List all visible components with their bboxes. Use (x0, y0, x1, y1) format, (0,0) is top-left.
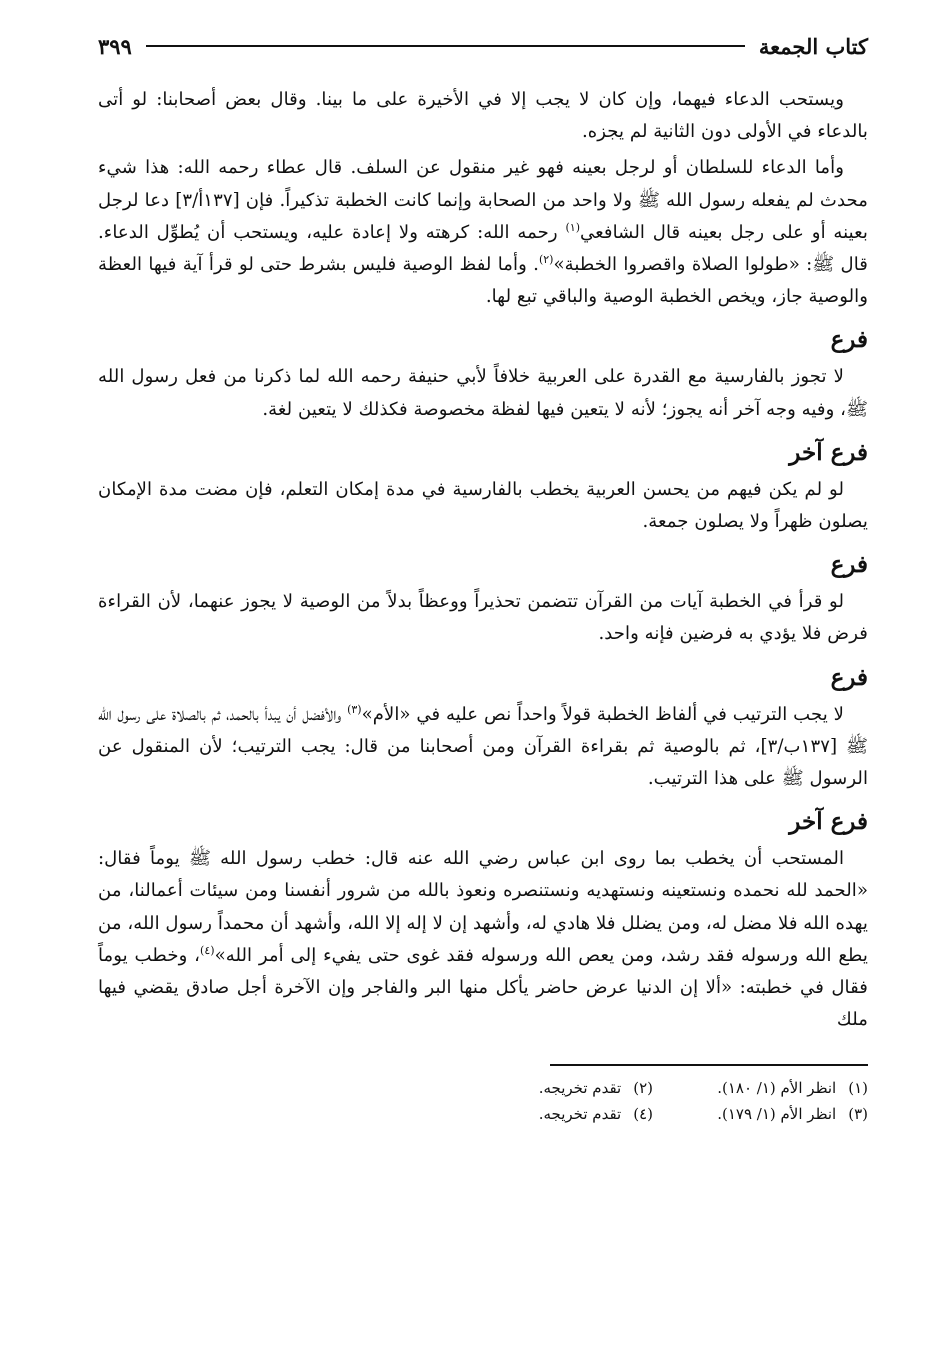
section-heading-1: فرع (830, 326, 868, 354)
footnote-4 (438, 1102, 653, 1126)
footnote-number: (١) (848, 1078, 868, 1097)
footnote-number: (٣) (848, 1104, 868, 1123)
footnotes (98, 1076, 868, 1126)
section-heading-2: فرع آخر (789, 438, 868, 466)
footnote-text: انظر الأم (١/ ١٧٩). (717, 1104, 837, 1123)
section-heading-5: فرع آخر (789, 808, 868, 836)
section-heading-3: فرع (830, 551, 868, 579)
paragraph-7-part-b: ، وخطب يوماً فقال في خطبته: «ألا إن الدنيا عرض حاضر يأكل منها البر والفاجر وإن الآخرة أجل صادق يقضي فيها ملك (98, 944, 868, 1031)
paragraph-7-part-a: المستحب أن يخطب بما روى ابن عباس رضي الله عنه قال: خطب رسول الله ﷺ يوماً فقال: «الحمد لله نحمده ونستعينه ونستهديه ونستنصره ونعوذ بالله من شرور أنفسنا ومن سيئات أعمالنا، من يهده الله فلا مضل له، ومن يضلل فلا هادي له، وأشهد إن لا إله إلا الله، وأشهد أن محمداً رسول الله، من يطع الله ورسوله فقد رشد، ومن يعص الله ورسوله فقد غوى حتى يفيء إلى أمر الله» (98, 848, 868, 966)
footnote-number: (٢) (633, 1078, 653, 1097)
footnote-text: تقدم تخريجه. (538, 1078, 622, 1097)
paragraph-2-part-a: وأما الدعاء للسلطان أو لرجل بعينه فهو غير منقول عن السلف. قال عطاء رحمه الله: هذا شيء محدث لم يفعله رسول الله ﷺ ولا واحد من الصحابة وإنما كانت الخطبة تذكيراً. فإن [١٣٧أ/٣] دعا لرجل بعينه أو على رجل بعينه قال الشافعي (98, 157, 868, 243)
footnote-text: انظر الأم (١/ ١٨٠). (717, 1078, 837, 1097)
paragraph-4: لو لم يكن فيهم من يحسن العربية يخطب بالفارسية في مدة إمكان التعلم، فإن مضت مدة الإمكان يصلون ظهراً ولا يصلون جمعة. (98, 478, 868, 533)
paragraph-6 (98, 699, 868, 796)
paragraph-2 (98, 152, 868, 313)
footnote-number: (٤) (633, 1104, 653, 1123)
page-number: ٣٩٩ (98, 33, 132, 59)
paragraph-5: لو قرأ في الخطبة آيات من القرآن تتضمن تحذيراً ووعظاً بدلاً من الوصية لا يجوز عنهما، لأن القراءة فرض فلا يؤدي به فرضين فإنه واحد. (98, 591, 868, 645)
paragraph-6-part-a: لا يجب الترتيب في ألفاظ الخطبة قولاً واحداً نص عليه في «الأم» (361, 703, 844, 725)
main-text (98, 84, 868, 1036)
header-rule (146, 45, 745, 47)
footnote-text: تقدم تخريجه. (538, 1104, 622, 1123)
footnote-3 (653, 1102, 868, 1126)
book-page (98, 30, 868, 1350)
footnote-separator (550, 1064, 868, 1066)
paragraph-3: لا تجوز بالفارسية مع القدرة على العربية خلافاً لأبي حنيفة رحمه الله لما ذكرنا من فعل رسول الله ﷺ، وفيه وجه آخر أنه يجوز؛ لأنه لا يتعين فيها لفظة مخصوصة فكذلك لا يتعين لغة. (98, 366, 868, 420)
running-header (98, 30, 868, 62)
footnote-2 (438, 1076, 653, 1100)
footnote-ref-2: (٢) (538, 252, 554, 266)
paragraph-6-part-b: والأفضل أن يبدأ بالحمد، ثم بالصلاة على رسول الله ﷺ [١٣٧ب/٣]، ثم بالوصية ثم بقراءة القرآن ومن أصحابنا من قال: يجب الترتيب؛ لأن المنقول عن الرسول ﷺ على هذا الترتيب. (98, 703, 868, 790)
paragraph-7 (98, 843, 868, 1036)
footnote-ref-3: (٣) (347, 702, 362, 716)
paragraph-2-part-c: . وأما لفظ الوصية فليس بشرط حتى لو قرأ آية فيها العظة والوصية جاز، ويخص الخطبة الوصية والباقي تبع لها. (98, 254, 868, 308)
section-heading-4: فرع (830, 663, 868, 691)
footnote-1 (653, 1076, 868, 1100)
paragraph-1: ويستحب الدعاء فيهما، وإن كان لا يجب إلا في الأخيرة على ما بينا. وقال بعض أصحابنا: لو أتى بالدعاء في الأولى دون الثانية لم يجزه. (98, 89, 868, 143)
chapter-title: كتاب الجمعة (758, 33, 868, 59)
footnote-ref-1: (١) (565, 220, 580, 234)
paragraph-2-part-b: رحمه الله: كرهته ولا إعادة عليه، ويستحب أن يُطوِّل الدعاء. قال ﷺ: «طولوا الصلاة واقصروا الخطبة» (98, 221, 868, 276)
footnote-ref-4: (٤) (200, 943, 215, 957)
